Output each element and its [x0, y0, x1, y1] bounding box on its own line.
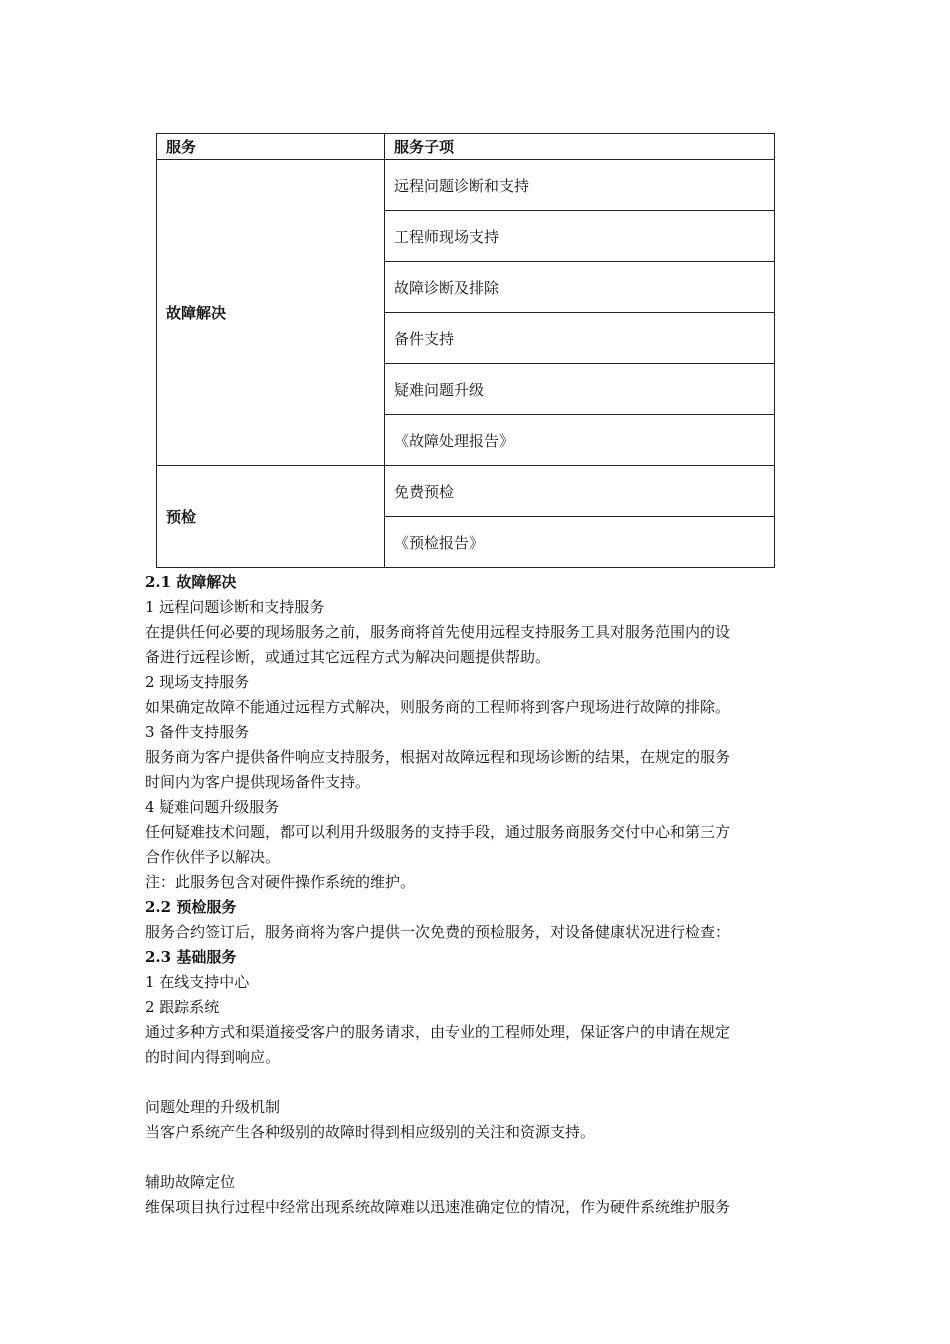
item-title: 2 跟踪系统 — [145, 998, 220, 1016]
paragraph-line: 服务商为客户提供备件响应支持服务，根据对故障远程和现场诊断的结果，在规定的服务 — [145, 748, 731, 766]
table-row — [157, 466, 775, 517]
section-heading: 2.2 预检服务 — [145, 898, 237, 916]
paragraph-line: 的时间内得到响应。 — [145, 1048, 281, 1066]
sub-item: 远程问题诊断和支持 — [385, 160, 775, 211]
table-row — [157, 160, 775, 211]
sub-item: 备件支持 — [385, 313, 775, 364]
sub-item: 免费预检 — [385, 466, 775, 517]
sub-item: 《故障处理报告》 — [385, 415, 775, 466]
sub-item: 《预检报告》 — [385, 517, 775, 568]
note: 注：此服务包含对硬件操作系统的维护。 — [145, 873, 416, 891]
paragraph-line: 任何疑难技术问题，都可以利用升级服务的支持手段，通过服务商服务交付中心和第三方 — [145, 823, 731, 841]
service-table — [156, 133, 775, 568]
paragraph-line: 通过多种方式和渠道接受客户的服务请求，由专业的工程师处理，保证客户的申请在规定 — [145, 1023, 731, 1041]
item-title: 1 在线支持中心 — [145, 973, 250, 991]
table-header-row — [157, 134, 775, 160]
category-fault-resolution: 故障解决 — [157, 160, 385, 466]
paragraph-line: 维保项目执行过程中经常出现系统故障难以迅速准确定位的情况，作为硬件系统维护服务 — [145, 1198, 731, 1216]
sub-item: 疑难问题升级 — [385, 364, 775, 415]
body-text — [145, 570, 810, 1220]
item-title: 4 疑难问题升级服务 — [145, 798, 280, 816]
sub-item: 故障诊断及排除 — [385, 262, 775, 313]
category-precheck: 预检 — [157, 466, 385, 568]
item-title: 3 备件支持服务 — [145, 723, 250, 741]
paragraph-line: 时间内为客户提供现场备件支持。 — [145, 773, 371, 791]
paragraph-line: 合作伙伴予以解决。 — [145, 848, 281, 866]
header-sub-item: 服务子项 — [385, 134, 775, 160]
paragraph-line: 如果确定故障不能通过远程方式解决，则服务商的工程师将到客户现场进行故障的排除。 — [145, 698, 731, 716]
item-title: 辅助故障定位 — [145, 1173, 236, 1191]
section-heading: 2.3 基础服务 — [145, 948, 237, 966]
paragraph-line: 服务合约签订后，服务商将为客户提供一次免费的预检服务，对设备健康状况进行检查： — [145, 923, 731, 941]
paragraph-line: 当客户系统产生各种级别的故障时得到相应级别的关注和资源支持。 — [145, 1123, 596, 1141]
spacer — [145, 1145, 810, 1170]
header-service: 服务 — [157, 134, 385, 160]
paragraph-line: 在提供任何必要的现场服务之前，服务商将首先使用远程支持服务工具对服务范围内的设 — [145, 623, 731, 641]
spacer — [145, 1070, 810, 1095]
sub-item: 工程师现场支持 — [385, 211, 775, 262]
paragraph-line: 备进行远程诊断，或通过其它远程方式为解决问题提供帮助。 — [145, 648, 551, 666]
item-title: 问题处理的升级机制 — [145, 1098, 281, 1116]
section-heading: 2.1 故障解决 — [145, 573, 237, 591]
item-title: 2 现场支持服务 — [145, 673, 250, 691]
item-title: 1 远程问题诊断和支持服务 — [145, 598, 325, 616]
